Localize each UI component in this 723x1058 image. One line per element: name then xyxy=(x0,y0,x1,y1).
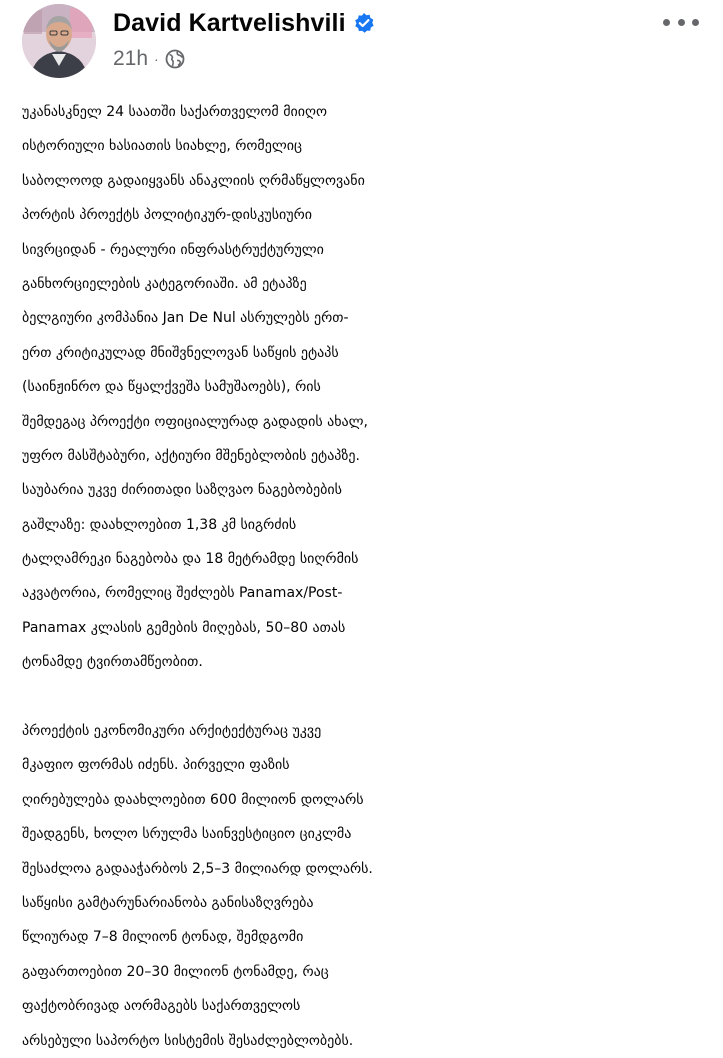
verified-badge-icon xyxy=(353,12,375,34)
more-dot xyxy=(678,19,685,26)
text-line: (საინჟინრო და წყალქვეშა სამუშაოებს), რის xyxy=(22,379,321,396)
text-line: წლიურად 7–8 მილიონ ტონად, შემდგომი xyxy=(22,929,304,946)
post-meta xyxy=(113,47,375,71)
profile-photo xyxy=(22,4,96,78)
text-line: არსებული საპორტო სისტემის შესაძლებლობებს. xyxy=(22,1032,354,1049)
text-line: საბოლოოდ გადაიყვანს ანაკლიის ღრმაწყლოვანი xyxy=(22,172,365,189)
text-line: უკანასკნელ 24 საათში საქართველომ მიიღო xyxy=(22,104,328,120)
text-line: Panamax კლასის გემების მიღებას, 50–80 ათას xyxy=(22,619,346,636)
post-text xyxy=(22,95,712,1058)
text-line: ტალღამრეკი ნაგებობა და 18 მეტრამდე სიღრმის xyxy=(22,551,359,568)
meta-separator: · xyxy=(154,51,159,67)
post-paragraph-1 xyxy=(22,95,712,680)
text-line: ისტორიული ხასიათის სიახლე, რომელიც xyxy=(22,138,302,155)
text-line: ბელგიური კომპანია Jan De Nul ასრულებს ერთ- xyxy=(22,310,349,327)
text-line: საწყისი გამტარუნარიანობა განისაზღვრება xyxy=(22,894,314,911)
post-timestamp[interactable]: 21h xyxy=(113,47,149,70)
more-dot xyxy=(692,19,699,26)
text-line: პორტის პროექტს პოლიტიკურ-დისკუსიური xyxy=(22,207,312,224)
author-row xyxy=(113,8,375,38)
text-line: ტონამდე ტვირთამწეობით. xyxy=(22,654,203,671)
more-options-icon[interactable] xyxy=(663,12,699,32)
text-line: საუბარია უკვე ძირითადი საზღვაო ნაგებობების xyxy=(22,482,342,499)
post-header xyxy=(0,0,723,80)
text-line: უფრო მასშტაბური, აქტიური მშენებლობის ეტაპზე. xyxy=(22,447,360,464)
author-block xyxy=(113,8,375,71)
text-line: შეადგენს, ხოლო სრულმა საინვესტიციო ციკლმა xyxy=(22,826,352,843)
text-line: შემდეგაც პროექტი ოფიციალურად გადადის ახალ, xyxy=(22,413,369,430)
text-line: ღირებულება დაახლოებით 600 მილიონ დოლარს xyxy=(22,791,364,808)
text-line: პროექტის ეკონომიკური არქიტექტურაც უკვე xyxy=(22,723,322,740)
text-line: მკაფიო ფორმას იძენს. პირველი ფაზის xyxy=(22,757,290,774)
text-line: სივრციდან - რეალური ინფრასტრუქტურული xyxy=(22,241,324,258)
more-dot xyxy=(663,19,670,26)
author-avatar[interactable] xyxy=(22,4,96,78)
text-line: ფაქტობრივად აორმაგებს საქართველოს xyxy=(22,998,301,1015)
post-paragraph-2 xyxy=(22,714,712,1058)
text-line: გაშლაზე: დაახლოებით 1,38 კმ სიგრძის xyxy=(22,516,297,533)
text-line: ერთ კრიტიკულად მნიშვნელოვან საწყის ეტაპს xyxy=(22,344,339,361)
text-line: შესაძლოა გადააჭარბოს 2,5–3 მილიარდ დოლარს. xyxy=(22,860,373,877)
globe-icon[interactable] xyxy=(165,49,185,69)
text-line: გაფართოებით 20–30 მილიონ ტონამდე, რაც xyxy=(22,963,329,980)
author-name[interactable]: David Kartvelishvili xyxy=(113,8,346,37)
paragraph-gap xyxy=(22,680,712,714)
text-line: აკვატორია, რომელიც შეძლებს Panamax/Post- xyxy=(22,585,343,602)
text-line: განხორციელების კატეგორიაში. ამ ეტაპზე xyxy=(22,275,307,292)
